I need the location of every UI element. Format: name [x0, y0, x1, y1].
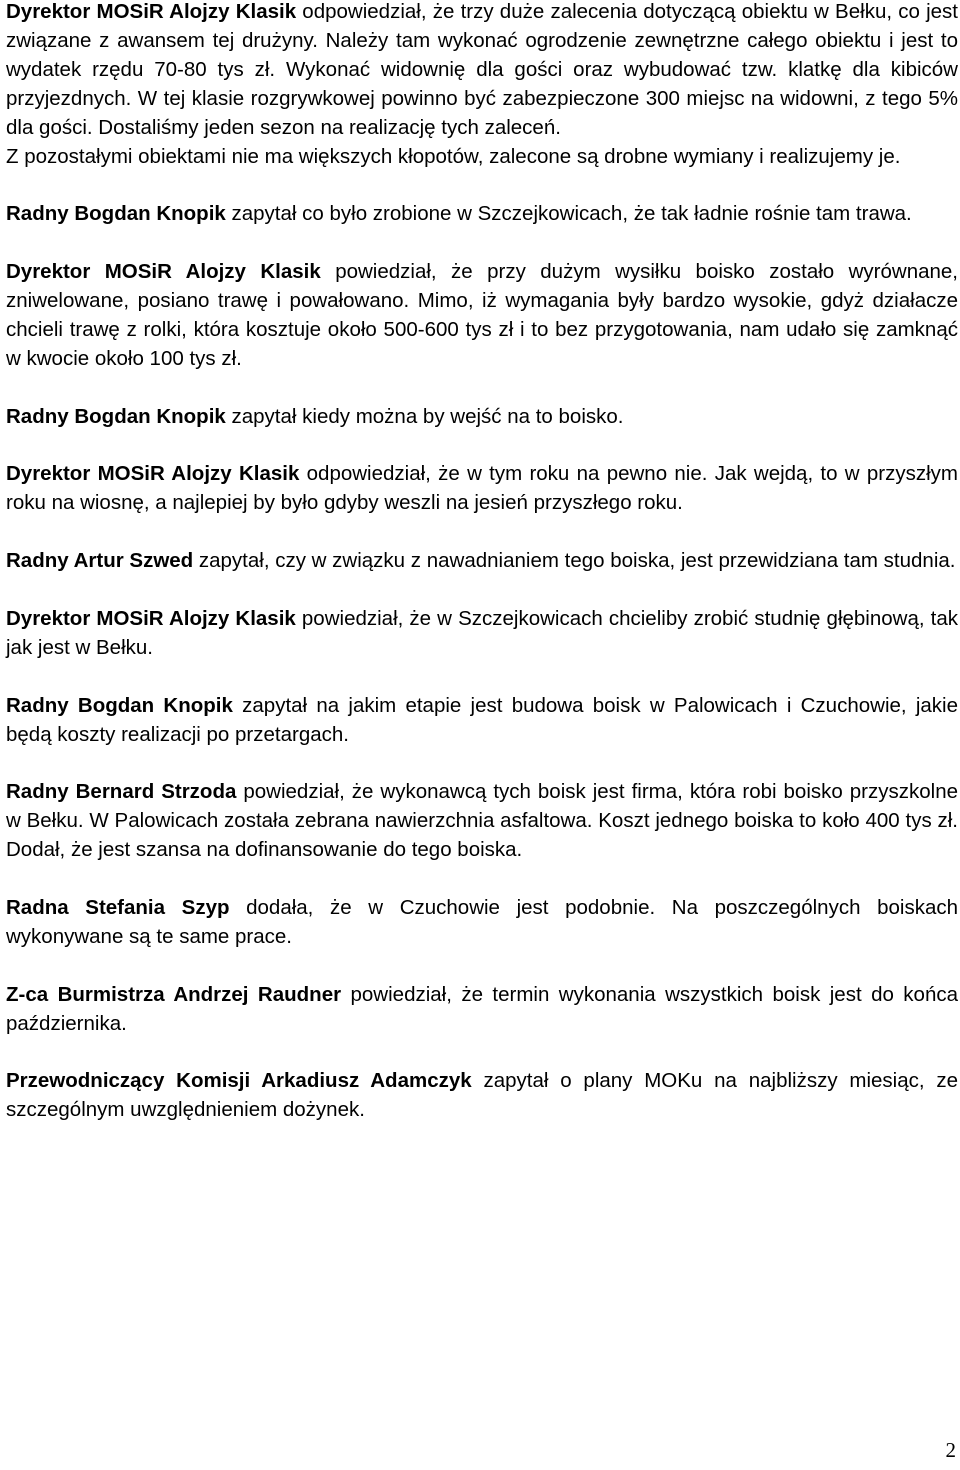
paragraph — [6, 605, 958, 663]
speaker-name: Radny Bernard Strzoda — [6, 780, 237, 804]
paragraph-text: zapytał kiedy można by wejść na to boisko. — [225, 404, 624, 428]
paragraph-text: Z pozostałymi obiektami nie ma większych kłopotów, zalecone są drobne wymiany i realizujemy je. — [6, 144, 901, 168]
paragraph — [6, 258, 958, 374]
paragraph — [6, 981, 958, 1039]
paragraph-text: zapytał, czy w związku z nawadnianiem tego boiska, jest przewidziana tam studnia. — [193, 549, 956, 573]
paragraph-text: zapytał na jakim etapie jest budowa boisk w Palowicach i Czuchowie, jakie będą koszty realizacji po przetargach. — [6, 693, 958, 746]
speaker-name: Z-ca Burmistrza Andrzej Raudner — [6, 982, 342, 1006]
paragraph-text: powiedział, że w Szczejkowicach chcieliby zrobić studnię głębinową, tak jak jest w Bełku. — [6, 606, 959, 659]
speaker-name: Radny Artur Szwed — [6, 549, 194, 573]
paragraph — [6, 894, 958, 952]
speaker-name: Radna Stefania Szyp — [6, 895, 230, 919]
paragraph — [6, 200, 958, 229]
speaker-name: Dyrektor MOSiR Alojzy Klasik — [6, 606, 296, 630]
paragraph-text: zapytał o plany MOKu na najbliższy miesiąc, ze szczególnym uwzględnieniem dożynek. — [6, 1069, 959, 1122]
paragraph-text: powiedział, że termin wykonania wszystkich boisk jest do końca października. — [6, 982, 958, 1035]
speaker-name: Radny Bogdan Knopik — [6, 693, 233, 717]
speaker-name: Przewodniczący Komisji Arkadiusz Adamczyk — [6, 1069, 472, 1093]
paragraph-text: odpowiedział, że trzy duże zalecenia dotyczącą obiektu w Bełku, co jest związane z awansem tej drużyny. Należy tam wykonać ogrodzenie zewnętrzne całego obiektu i jest to wydatek rzędu 70-80 tys zł. Wykonać widownię dla gości oraz wybudować tzw. klatkę dla kibiców przyjezdnych. W tej klasie rozgrywkowej powinno być zabezpieczone 300 miejsc na widowni, z tego 5% dla gości. Dostaliśmy jeden sezon na realizację tych zaleceń. — [6, 0, 958, 139]
paragraph — [6, 403, 958, 432]
paragraph — [6, 1067, 958, 1125]
paragraph — [6, 143, 958, 172]
paragraph-text: powiedział, że przy dużym wysiłku boisko zostało wyrównane, zniwelowane, posiano trawę i powałowano. Mimo, iż wymagania były bardzo wysokie, gdyż działacze chcieli trawę z rolki, która kosztuje około 500-600 tys zł i to bez przygotowania, nam udało się zamknąć w kwocie około 100 tys zł. — [6, 260, 958, 370]
speaker-name: Dyrektor MOSiR Alojzy Klasik — [6, 260, 321, 284]
paragraph-text: odpowiedział, że w tym roku na pewno nie. Jak wejdą, to w przyszłym roku na wiosnę, a najlepiej by było gdyby weszli na jesień przyszłego roku. — [6, 462, 958, 515]
paragraph — [6, 778, 958, 865]
paragraph-text: powiedział, że wykonawcą tych boisk jest firma, która robi boisko przyszkolne w Bełku. W Palowicach została zebrana nawierzchnia asfaltowa. Koszt jednego boiska to koło 400 tys zł. Dodał, że jest szansa na dofinansowanie do tego boiska. — [6, 780, 958, 862]
paragraph-text: zapytał co było zrobione w Szczejkowicach, że tak ładnie rośnie tam trawa. — [225, 202, 912, 226]
paragraph-text: dodała, że w Czuchowie jest podobnie. Na poszczególnych boiskach wykonywane są te same prace. — [6, 895, 958, 948]
speaker-name: Dyrektor MOSiR Alojzy Klasik — [6, 462, 300, 486]
paragraph — [6, 692, 958, 750]
page-number: 2 — [945, 1438, 956, 1462]
speaker-name: Radny Bogdan Knopik — [6, 404, 226, 428]
speaker-name: Radny Bogdan Knopik — [6, 202, 226, 226]
paragraph — [6, 460, 958, 518]
speaker-name: Dyrektor MOSiR Alojzy Klasik — [6, 0, 297, 23]
document-page — [6, 0, 958, 1125]
paragraph — [6, 0, 958, 143]
paragraph — [6, 547, 958, 576]
